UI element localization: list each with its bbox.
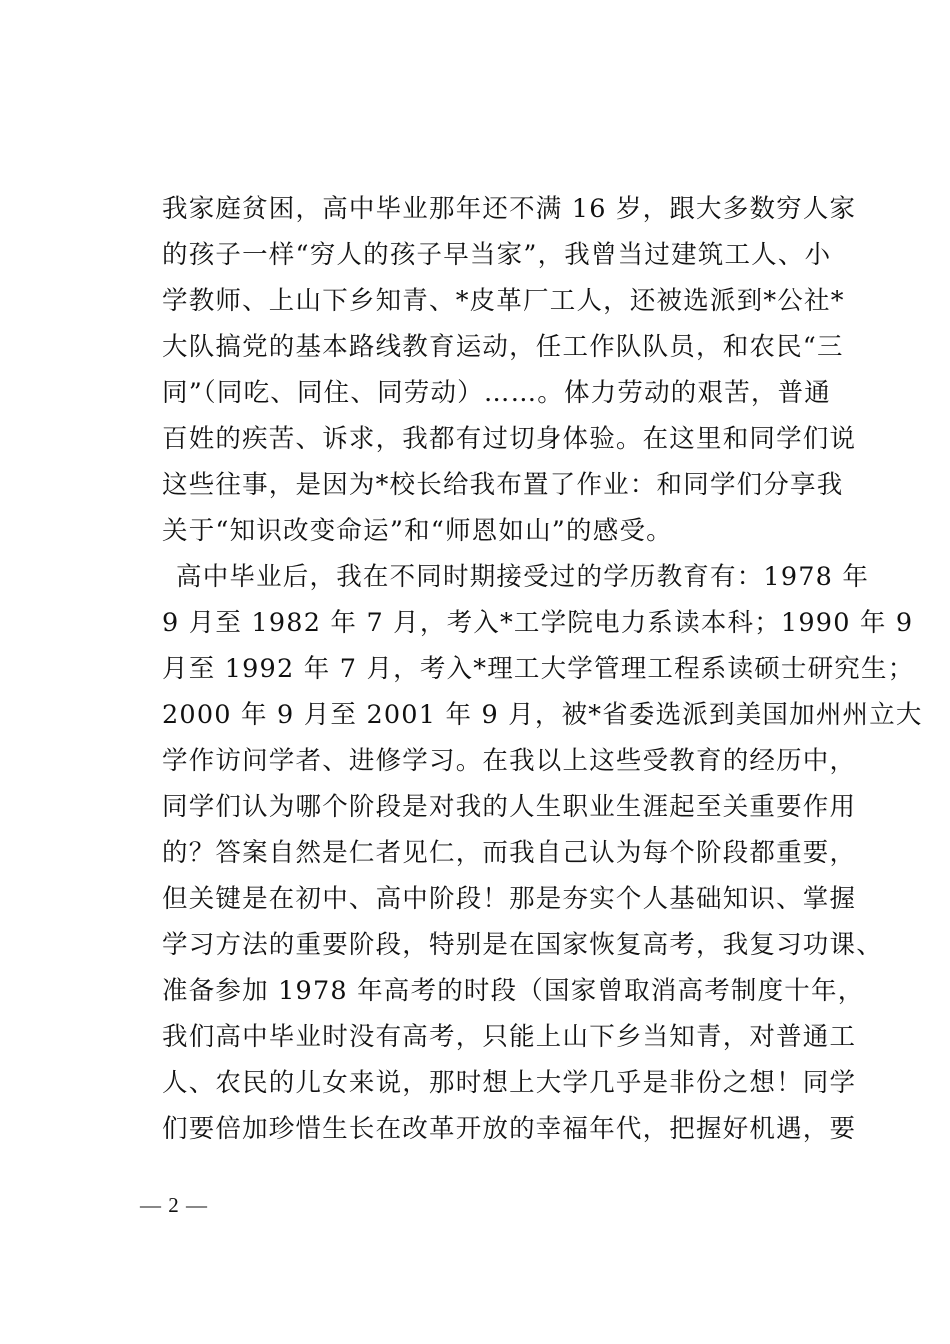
text-line: 学作访问学者、进修学习。在我以上这些受教育的经历中， [162,746,857,776]
text-line: 百姓的疾苦、诉求，我都有过切身体验。在这里和同学们说 [162,424,857,454]
text-line: 的孩子一样“穷人的孩子早当家”，我曾当过建筑工人、小 [162,240,832,270]
text-line: 这些往事，是因为*校长给我布置了作业：和同学们分享我 [162,470,844,500]
text-line: 月至 1992 年 7 月，考入*理工大学管理工程系读硕士研究生； [162,654,915,684]
text-line: 学习方法的重要阶段，特别是在国家恢复高考，我复习功课、 [162,930,883,960]
paragraph-start-line: 高中毕业后，我在不同时期接受过的学历教育有：1978 年 [176,562,870,592]
text-line: 2000 年 9 月至 2001 年 9 月，被*省委选派到美国加州州立大 [162,700,923,730]
text-line: 关于“知识改变命运”和“师恩如山”的感受。 [162,516,673,546]
text-line: 大队搞党的基本路线教育运动，任工作队队员，和农民“三 [162,332,844,362]
text-line: 但关键是在初中、高中阶段！那是夯实个人基础知识、掌握 [162,884,857,914]
text-line: 人、农民的儿女来说，那时想上大学几乎是非份之想！同学 [162,1068,857,1098]
text-line: 准备参加 1978 年高考的时段（国家曾取消高考制度十年， [162,976,865,1006]
text-line: 同”（同吃、同住、同劳动）……。体力劳动的艰苦，普通 [162,378,831,408]
text-line: 学教师、上山下乡知青、*皮革厂工人，还被选派到*公社* [162,286,845,316]
text-line: 们要倍加珍惜生长在改革开放的幸福年代，把握好机遇，要 [162,1114,857,1144]
page-number: — 2 — [140,1193,208,1217]
text-line: 我家庭贫困，高中毕业那年还不满 16 岁，跟大多数穷人家 [162,194,857,224]
text-line: 我们高中毕业时没有高考，只能上山下乡当知青，对普通工 [162,1022,857,1052]
body-text [162,186,923,1152]
text-line: 9 月至 1982 年 7 月，考入*工学院电力系读本科；1990 年 9 [162,608,914,638]
text-line: 同学们认为哪个阶段是对我的人生职业生涯起至关重要作用 [162,792,857,822]
text-line: 的？答案自然是仁者见仁，而我自己认为每个阶段都重要， [162,838,857,868]
